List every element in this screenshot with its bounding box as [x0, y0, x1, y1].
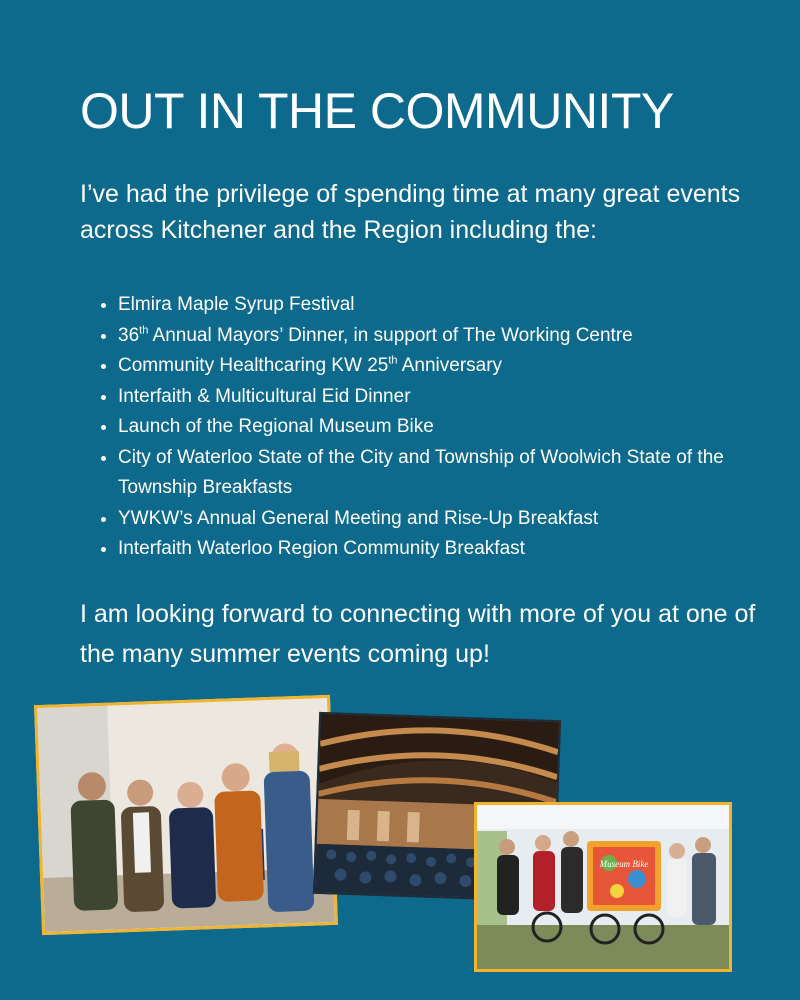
museum-bike-sign: Museum Bike [599, 859, 649, 869]
list-item: • Elmira Maple Syrup Festival [118, 290, 778, 321]
list-item: • 36th Annual Mayors’ Dinner, in support of The Working Centre [118, 321, 778, 352]
list-item: • City of Waterloo State of the City and Township of Woolwich State of the Township Breakfasts [118, 443, 778, 504]
list-item: • Launch of the Regional Museum Bike [118, 412, 778, 443]
closing-paragraph: I am looking forward to connecting with more of you at one of the many summer events coming up! [80, 600, 756, 668]
group-award-photo [34, 695, 338, 935]
list-item: • YWKW’s Annual General Meeting and Rise-Up Breakfast [118, 504, 778, 535]
list-item: • Interfaith & Multicultural Eid Dinner [118, 382, 778, 413]
intro-paragraph: I’ve had the privilege of spending time at many great events across Kitchener and the Region including the: [80, 180, 741, 244]
museum-bike-launch-photo [474, 802, 732, 972]
list-item: • Community Healthcaring KW 25th Anniversary [118, 351, 778, 382]
page-title: OUT IN THE COMMUNITY [80, 83, 674, 139]
events-list [98, 290, 778, 565]
list-item: • Interfaith Waterloo Region Community Breakfast [118, 534, 778, 565]
